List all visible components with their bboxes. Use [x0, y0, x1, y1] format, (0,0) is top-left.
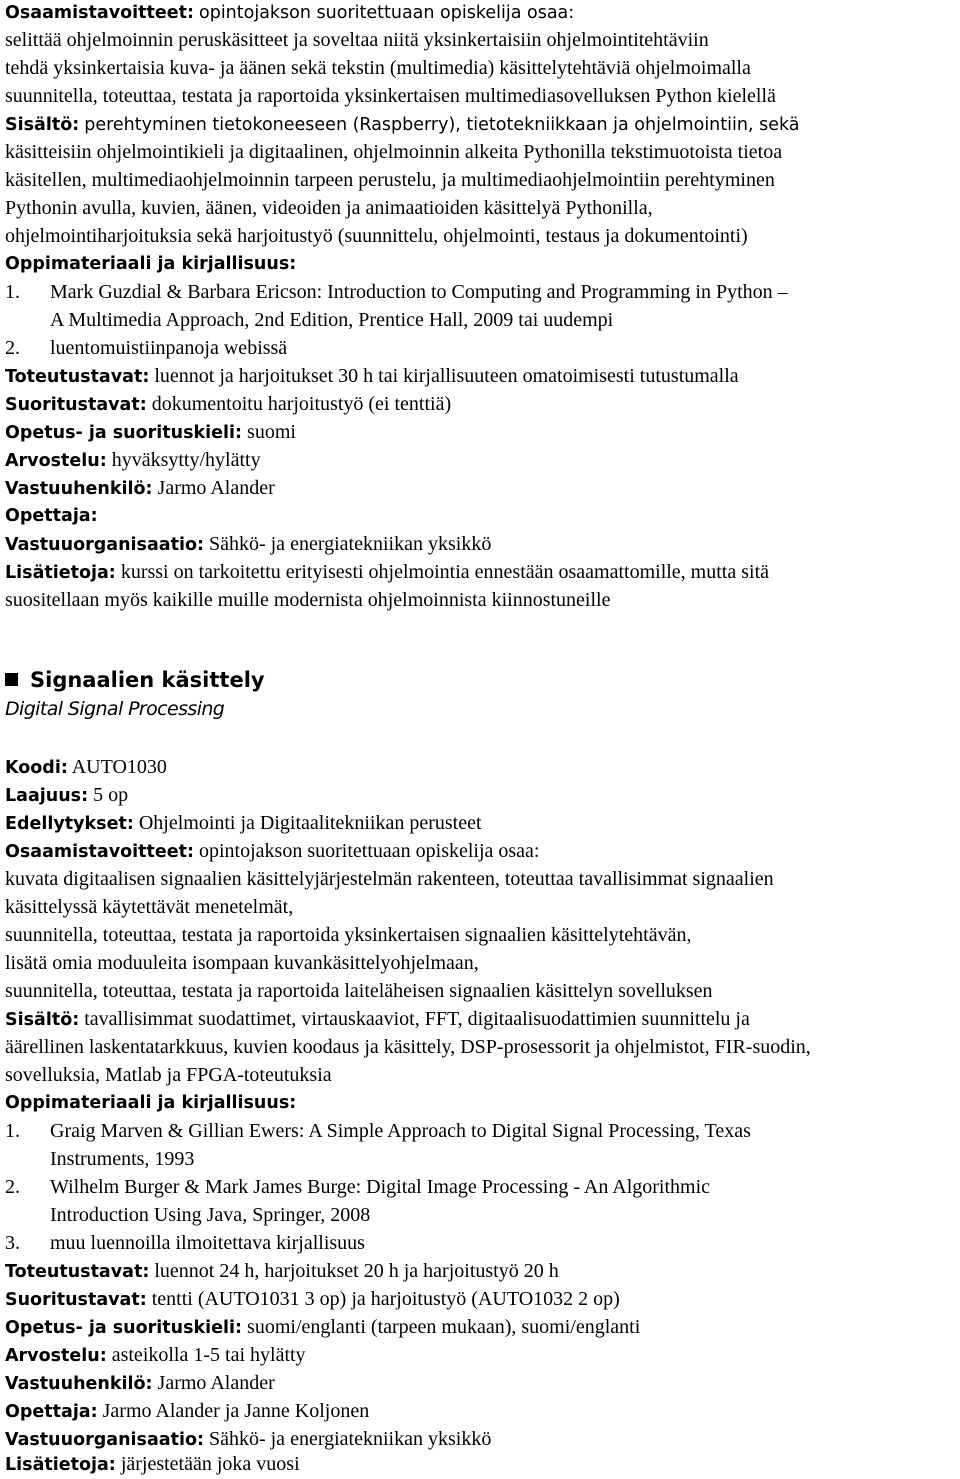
- s1-oppimateriaali-heading: Oppimateriaali ja kirjallisuus:: [5, 254, 297, 274]
- field-label: Opettaja:: [5, 1402, 98, 1422]
- field-value: perehtyminen tietokoneeseen (Raspberry), tietotekniikkaan ja ohjelmointiin, sekä: [84, 115, 800, 135]
- field-value: opintojakson suoritettuaan opiskelija osaa:: [199, 3, 575, 23]
- square-bullet-icon: [5, 673, 18, 686]
- list-number: 2.: [5, 1176, 20, 1198]
- field-value: Sähkö- ja energiatekniikan yksikkö: [208, 1428, 492, 1450]
- field-label: Toteutustavat:: [5, 367, 150, 387]
- s2-kieli-row: [5, 1313, 640, 1341]
- field-value: järjestetään joka vuosi: [120, 1453, 300, 1475]
- list-number: 1.: [5, 281, 20, 303]
- s2-laajuus-row: [5, 781, 128, 809]
- field-value: dokumentoitu harjoitustyö (ei tenttiä): [151, 393, 452, 415]
- field-value: 5 op: [93, 784, 129, 806]
- s2-goal-line: kuvata digitaalisen signaalien käsittelyjärjestelmän rakenteen, toteuttaa tavallisimmat signaalien: [5, 868, 774, 890]
- s1-toteutustavat-row: [5, 362, 739, 390]
- field-value: hyväksytty/hylätty: [111, 449, 261, 471]
- field-label: Vastuuorganisaatio:: [5, 1430, 204, 1450]
- s1-lisatietoja-line: suositellaan myös kaikille muille modernista ohjelmoinnista kiinnostuneille: [5, 589, 611, 611]
- s2-arvostelu-row: [5, 1341, 306, 1369]
- s1-vastuuhenkilo-row: [5, 474, 275, 502]
- s1-osaamistavoitteet-row: [5, 0, 574, 26]
- s2-opettaja-row: [5, 1397, 369, 1425]
- field-label: Osaamistavoitteet:: [5, 842, 194, 862]
- s1-sisalto-line: käsitteisiin ohjelmointikieli ja digitaalinen, ohjelmoinnin alkeita Pythonilla tekstimuotoista tietoa: [5, 141, 783, 163]
- list-text: Graig Marven & Gillian Ewers: A Simple Approach to Digital Signal Processing, Texas: [50, 1120, 751, 1142]
- field-value: tavallisimmat suodattimet, virtauskaaviot, FFT, digitaalisuodattimien suunnittelu ja: [84, 1008, 750, 1030]
- field-value: Jarmo Alander: [157, 1372, 275, 1394]
- field-value: suomi: [247, 421, 296, 443]
- field-label: Arvostelu:: [5, 1346, 107, 1366]
- s2-sisalto-row: [5, 1005, 750, 1033]
- s1-sisalto-line: käsitellen, multimediaohjelmoinnin tarpeen perustelu, ja multimediaohjelmointiin perehtyminen: [5, 169, 775, 191]
- field-label: Opetus- ja suorituskieli:: [5, 423, 243, 443]
- list-text: luentomuistiinpanoja webissä: [50, 337, 288, 359]
- s2-lit-item: [5, 1229, 365, 1257]
- s2-lit-item: [5, 1117, 751, 1145]
- s1-kieli-row: [5, 418, 296, 446]
- field-label: Sisältö:: [5, 1010, 80, 1030]
- s2-goal-line: lisätä omia moduuleita isompaan kuvankäsittelyohjelmaan,: [5, 952, 479, 974]
- field-label: Laajuus:: [5, 786, 89, 806]
- s1-suoritustavat-row: [5, 390, 451, 418]
- s2-toteutustavat-row: [5, 1257, 559, 1285]
- s2-suoritustavat-row: [5, 1285, 620, 1313]
- s1-opettaja-row: Opettaja:: [5, 506, 98, 526]
- s2-goal-line: käsittelyssä käytettävät menetelmät,: [5, 896, 294, 918]
- field-value: luennot ja harjoitukset 30 h tai kirjallisuuteen omatoimisesti tutustumalla: [154, 365, 739, 387]
- course-heading: [5, 665, 265, 695]
- field-value: luennot 24 h, harjoitukset 20 h ja harjoitustyö 20 h: [154, 1260, 559, 1282]
- field-label: Suoritustavat:: [5, 1290, 147, 1310]
- s1-sisalto-row: [5, 110, 800, 138]
- field-value: Jarmo Alander ja Janne Koljonen: [102, 1400, 370, 1422]
- list-number: 2.: [5, 337, 20, 359]
- s2-goal-line: suunnitella, toteuttaa, testata ja raportoida laiteläheisen signaalien käsittelyn sovelluksen: [5, 980, 713, 1002]
- field-label: Koodi:: [5, 758, 68, 778]
- s2-osaamistavoitteet-row: [5, 837, 540, 865]
- s2-vastuuhenkilo-row: [5, 1369, 275, 1397]
- field-value: Sähkö- ja energiatekniikan yksikkö: [208, 533, 492, 555]
- field-label: Vastuuhenkilö:: [5, 1374, 153, 1394]
- field-label: Sisältö:: [5, 115, 80, 135]
- field-label: Vastuuhenkilö:: [5, 479, 153, 499]
- s2-lit-item: [5, 1173, 710, 1201]
- s1-goal-line: suunnitella, toteuttaa, testata ja raportoida yksinkertaisen multimediasovelluksen Python kielellä: [5, 85, 776, 107]
- s1-arvostelu-row: [5, 446, 261, 474]
- field-value: opintojakson suoritettuaan opiskelija osaa:: [199, 840, 540, 862]
- s1-lit-item: [5, 278, 788, 306]
- field-value: kurssi on tarkoitettu erityisesti ohjelmointia ennestään osaamattomille, mutta sitä: [120, 561, 770, 583]
- s1-goal-line: selittää ohjelmoinnin peruskäsitteet ja soveltaa niitä yksinkertaisiin ohjelmointitehtäviin: [5, 29, 709, 51]
- field-value: suomi/englanti (tarpeen mukaan), suomi/englanti: [247, 1316, 641, 1338]
- s1-sisalto-line: Pythonin avulla, kuvien, äänen, videoiden ja animaatioiden käsittelyä Pythonilla,: [5, 197, 653, 219]
- s2-oppimateriaali-heading: Oppimateriaali ja kirjallisuus:: [5, 1093, 297, 1113]
- s1-sisalto-line: ohjelmointiharjoituksia sekä harjoitustyö (suunnittelu, ohjelmointi, testaus ja dokumentointi): [5, 225, 748, 247]
- field-label: Suoritustavat:: [5, 395, 147, 415]
- field-label: Arvostelu:: [5, 451, 107, 471]
- course-subtitle: Digital Signal Processing: [5, 698, 225, 720]
- s1-vastuuorg-row: [5, 530, 491, 558]
- list-number: 1.: [5, 1120, 20, 1142]
- s2-edellytykset-row: [5, 809, 482, 837]
- field-label: Opetus- ja suorituskieli:: [5, 1318, 243, 1338]
- field-value: Jarmo Alander: [157, 477, 275, 499]
- field-label: Vastuuorganisaatio:: [5, 535, 204, 555]
- field-value: Ohjelmointi ja Digitaalitekniikan perusteet: [138, 812, 482, 834]
- field-value: AUTO1030: [71, 756, 167, 778]
- field-value: asteikolla 1-5 tai hylätty: [111, 1344, 306, 1366]
- field-label: Lisätietoja:: [5, 1455, 116, 1475]
- s2-vastuuorg-row: [5, 1425, 491, 1453]
- s2-lisatietoja-row: [5, 1450, 300, 1478]
- s2-koodi-row: [5, 753, 167, 781]
- list-text: muu luennoilla ilmoitettava kirjallisuus: [50, 1232, 365, 1254]
- s1-lit-item-cont: A Multimedia Approach, 2nd Edition, Prentice Hall, 2009 tai uudempi: [50, 309, 614, 331]
- list-number: 3.: [5, 1232, 20, 1254]
- field-label: Osaamistavoitteet:: [5, 3, 194, 23]
- s2-sisalto-line: sovelluksia, Matlab ja FPGA-toteutuksia: [5, 1064, 332, 1086]
- s2-sisalto-line: äärellinen laskentatarkkuus, kuvien koodaus ja käsittely, DSP-prosessorit ja ohjelmistot, FIR-suodin,: [5, 1036, 811, 1058]
- s2-lit-item-cont: Introduction Using Java, Springer, 2008: [50, 1204, 371, 1226]
- field-label: Edellytykset:: [5, 814, 134, 834]
- list-text: Mark Guzdial & Barbara Ericson: Introduction to Computing and Programming in Python –: [50, 281, 788, 303]
- s1-lit-item: [5, 334, 287, 362]
- field-label: Toteutustavat:: [5, 1262, 150, 1282]
- list-text: Wilhelm Burger & Mark James Burge: Digital Image Processing - An Algorithmic: [50, 1176, 711, 1198]
- s2-lit-item-cont: Instruments, 1993: [50, 1148, 195, 1170]
- s2-goal-line: suunnitella, toteuttaa, testata ja raportoida yksinkertaisen signaalien käsittelytehtävän,: [5, 924, 692, 946]
- s1-goal-line: tehdä yksinkertaisia kuva- ja äänen sekä tekstin (multimedia) käsittelytehtäviä ohjelmoimalla: [5, 57, 751, 79]
- field-value: tentti (AUTO1031 3 op) ja harjoitustyö (AUTO1032 2 op): [151, 1288, 620, 1310]
- course-title: Signaalien käsittely: [30, 668, 265, 692]
- field-label: Lisätietoja:: [5, 563, 116, 583]
- s1-lisatietoja-row: [5, 558, 769, 586]
